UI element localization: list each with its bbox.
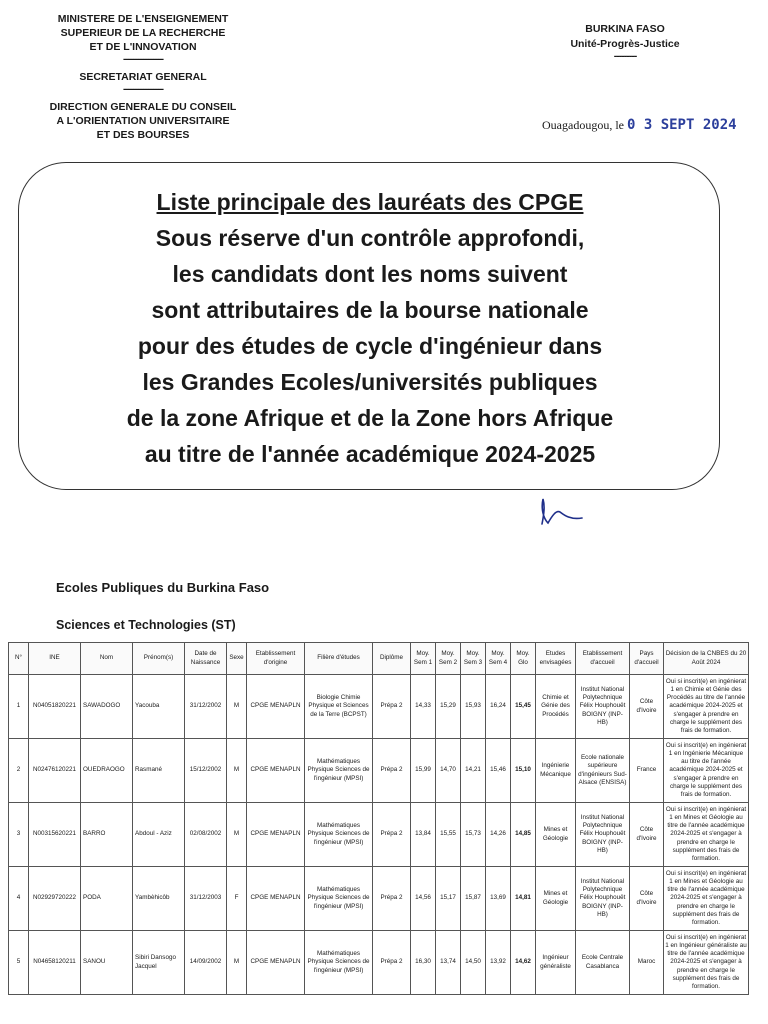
cell-num: 1 [9, 675, 29, 739]
col-pays-header: Pays d'accueil [630, 643, 664, 675]
cell-nom: SAWADOGO [81, 675, 133, 739]
cell-date: 31/12/2003 [185, 867, 227, 931]
direction-line-1: DIRECTION GENERALE DU CONSEIL [49, 101, 237, 113]
cell-sem4: 13,69 [486, 867, 511, 931]
subsection-title: Sciences et Technologies (ST) [56, 618, 236, 632]
cell-sem2: 15,17 [436, 867, 461, 931]
cell-origin: CPGE MENAPLN [247, 675, 305, 739]
cell-filiere: Biologie Chimie Physique et Sciences de la Terre (BCPST) [305, 675, 373, 739]
cell-date: 02/08/2002 [185, 803, 227, 867]
cell-decision: Oui si inscrit(e) en ingénierat 1 en Ingénierie Mécanique au titre de l'année académique 2024-2025 et s'engager à prendre en charge le supplément des frais de formation. [664, 739, 749, 803]
cell-etudes: Mines et Géologie [536, 803, 576, 867]
col-sem3-header: Moy. Sem 3 [461, 643, 486, 675]
cell-sexe: M [227, 803, 247, 867]
cell-prenom: Yacouba [133, 675, 185, 739]
cell-accueil: Ecole Centrale Casablanca [576, 931, 630, 995]
table-row [9, 803, 749, 867]
cell-prenom: Abdoul - Aziz [133, 803, 185, 867]
cell-diplome: Prépa 2 [373, 867, 411, 931]
cell-filiere: Mathématiques Physique Sciences de l'ingénieur (MPSI) [305, 931, 373, 995]
col-num-header: N° [9, 643, 29, 675]
cell-sem3: 15,93 [461, 675, 486, 739]
table-row [9, 675, 749, 739]
col-ine-header: INE [29, 643, 81, 675]
cell-decision: Oui si inscrit(e) en ingénierat 1 en Ingénieur généraliste au titre de l'année académique 2024-2025 et s'engager à prendre en charge le supplément des frais de formation. [664, 931, 749, 995]
cell-sem2: 13,74 [436, 931, 461, 995]
signature-mark [536, 496, 586, 530]
cell-prenom: Sibiri Dansogo Jacquel [133, 931, 185, 995]
cell-accueil: Institut National Polytechnique Félix Houphouët BOIGNY (INP-HB) [576, 867, 630, 931]
cell-sem1: 14,56 [411, 867, 436, 931]
cell-pays: Côte d'Ivoire [630, 803, 664, 867]
ministry-line-1: MINISTERE DE L'ENSEIGNEMENT [57, 13, 229, 25]
cell-filiere: Mathématiques Physique Sciences de l'ingénieur (MPSI) [305, 867, 373, 931]
col-sexe-header: Sexe [227, 643, 247, 675]
cell-sem2: 15,29 [436, 675, 461, 739]
cell-sem2: 15,55 [436, 803, 461, 867]
col-accueil-header: Etablissement d'accueil [576, 643, 630, 675]
cell-diplome: Prépa 2 [373, 931, 411, 995]
col-prenom-header: Prénom(s) [133, 643, 185, 675]
table-row [9, 739, 749, 803]
cell-nom: PODA [81, 867, 133, 931]
national-motto: Unité-Progrès-Justice [570, 38, 680, 50]
ministry-header [18, 12, 268, 142]
col-etudes-header: Etudes envisagées [536, 643, 576, 675]
cell-diplome: Prépa 2 [373, 739, 411, 803]
notice-line: sont attributaires de la bourse nationale [151, 297, 589, 323]
cell-sem4: 15,46 [486, 739, 511, 803]
cell-pays: France [630, 739, 664, 803]
col-nom-header: Nom [81, 643, 133, 675]
cell-decision: Oui si inscrit(e) en ingénierat 1 en Mines et Géologie au titre de l'année académique 2024-2025 et s'engager à prendre en charge le supplément des frais de formation. [664, 803, 749, 867]
cell-num: 2 [9, 739, 29, 803]
col-date-header: Date de Naissance [185, 643, 227, 675]
ministry-line-2: SUPERIEUR DE LA RECHERCHE [60, 27, 226, 39]
col-glo-header: Moy. Glo [511, 643, 536, 675]
cell-nom: BARRO [81, 803, 133, 867]
cell-accueil: Institut National Polytechnique Félix Houphouët BOIGNY (INP-HB) [576, 675, 630, 739]
cell-etudes: Mines et Géologie [536, 867, 576, 931]
cell-glo: 15,45 [511, 675, 536, 739]
notice-line: les candidats dont les noms suivent [172, 261, 568, 287]
cell-sexe: M [227, 931, 247, 995]
cell-sem4: 14,26 [486, 803, 511, 867]
cell-nom: SANOU [81, 931, 133, 995]
cell-nom: OUEDRAOGO [81, 739, 133, 803]
country-name: BURKINA FASO [585, 23, 665, 35]
cell-sem3: 15,87 [461, 867, 486, 931]
col-origin-header: Etablissement d'origine [247, 643, 305, 675]
col-sem1-header: Moy. Sem 1 [411, 643, 436, 675]
separator: ---------------- [123, 83, 163, 95]
cell-diplome: Prépa 2 [373, 803, 411, 867]
notice-line: pour des études de cycle d'ingénieur dans [137, 333, 603, 359]
cell-sem3: 14,21 [461, 739, 486, 803]
notice-title: Liste principale des lauréats des CPGE [156, 189, 584, 215]
section-title: Ecoles Publiques du Burkina Faso [56, 580, 270, 595]
cell-ine: N02929720222 [29, 867, 81, 931]
cell-date: 31/12/2002 [185, 675, 227, 739]
cell-sem4: 13,92 [486, 931, 511, 995]
cell-pays: Côte d'Ivoire [630, 867, 664, 931]
cell-origin: CPGE MENAPLN [247, 803, 305, 867]
col-sem4-header: Moy. Sem 4 [486, 643, 511, 675]
cell-num: 4 [9, 867, 29, 931]
cell-num: 5 [9, 931, 29, 995]
cell-filiere: Mathématiques Physique Sciences de l'ingénieur (MPSI) [305, 803, 373, 867]
cell-sexe: M [227, 739, 247, 803]
place-and-date [542, 117, 737, 133]
place-prefix: Ouagadougou, le [542, 118, 624, 132]
col-decision-header: Décision de la CNBES du 20 Août 2024 [664, 643, 749, 675]
cell-pays: Côte d'Ivoire [630, 675, 664, 739]
cell-ine: N04658120211 [29, 931, 81, 995]
ministry-line-3: ET DE L'INNOVATION [89, 41, 197, 53]
notice-line: de la zone Afrique et de la Zone hors Afrique [126, 405, 614, 431]
cell-etudes: Chimie et Génie des Procédés [536, 675, 576, 739]
cell-diplome: Prépa 2 [373, 675, 411, 739]
laureates-table [8, 642, 749, 995]
table-row [9, 867, 749, 931]
col-sem2-header: Moy. Sem 2 [436, 643, 461, 675]
cell-accueil: Ecole nationale supérieure d'ingénieurs Sud-Alsace (ENSISA) [576, 739, 630, 803]
secretariat-line: SECRETARIAT GENERAL [79, 71, 207, 83]
separator: --------- [613, 50, 637, 62]
cell-glo: 14,62 [511, 931, 536, 995]
cell-prenom: Rasmané [133, 739, 185, 803]
cell-etudes: Ingénieur généraliste [536, 931, 576, 995]
cell-decision: Oui si inscrit(e) en ingénierat 1 en Mines et Géologie au titre de l'année académique 2024-2025 et s'engager à prendre en charge le supplément des frais de formation. [664, 867, 749, 931]
separator: ---------------- [123, 53, 163, 65]
cell-origin: CPGE MENAPLN [247, 867, 305, 931]
col-filiere-header: Filière d'études [305, 643, 373, 675]
notice-text [30, 184, 710, 472]
cell-ine: N04051820221 [29, 675, 81, 739]
table-row [9, 931, 749, 995]
cell-etudes: Ingénierie Mécanique [536, 739, 576, 803]
cell-sem3: 14,50 [461, 931, 486, 995]
cell-sem1: 14,33 [411, 675, 436, 739]
cell-origin: CPGE MENAPLN [247, 739, 305, 803]
notice-line: au titre de l'année académique 2024-2025 [144, 441, 596, 467]
cell-date: 15/12/2002 [185, 739, 227, 803]
cell-accueil: Institut National Polytechnique Félix Houphouët BOIGNY (INP-HB) [576, 803, 630, 867]
cell-date: 14/09/2002 [185, 931, 227, 995]
cell-decision: Oui si inscrit(e) en ingénierat 1 en Chimie et Génie des Procédés au titre de l'année académique 2024-2025 et s'engager à prendre en charge le supplément des frais de formation. [664, 675, 749, 739]
cell-sem1: 13,84 [411, 803, 436, 867]
cell-sem1: 15,99 [411, 739, 436, 803]
notice-line: les Grandes Ecoles/universités publiques [142, 369, 598, 395]
cell-sem1: 16,30 [411, 931, 436, 995]
cell-origin: CPGE MENAPLN [247, 931, 305, 995]
cell-sem3: 15,73 [461, 803, 486, 867]
cell-pays: Maroc [630, 931, 664, 995]
cell-ine: N00315620221 [29, 803, 81, 867]
cell-prenom: Yambèhicôb [133, 867, 185, 931]
cell-sem2: 14,70 [436, 739, 461, 803]
country-header [540, 22, 710, 60]
cell-filiere: Mathématiques Physique Sciences de l'ingénieur (MPSI) [305, 739, 373, 803]
date-stamp: 0 3 SEPT 2024 [626, 117, 737, 133]
table-header-row [9, 643, 749, 675]
direction-line-2: A L'ORIENTATION UNIVERSITAIRE [56, 115, 230, 127]
cell-glo: 14,81 [511, 867, 536, 931]
direction-line-3: ET DES BOURSES [96, 129, 190, 141]
col-diplome-header: Diplôme [373, 643, 411, 675]
cell-sexe: M [227, 675, 247, 739]
notice-line: Sous réserve d'un contrôle approfondi, [155, 225, 585, 251]
cell-num: 3 [9, 803, 29, 867]
cell-sexe: F [227, 867, 247, 931]
cell-sem4: 16,24 [486, 675, 511, 739]
cell-glo: 15,10 [511, 739, 536, 803]
cell-glo: 14,85 [511, 803, 536, 867]
cell-ine: N02476120221 [29, 739, 81, 803]
